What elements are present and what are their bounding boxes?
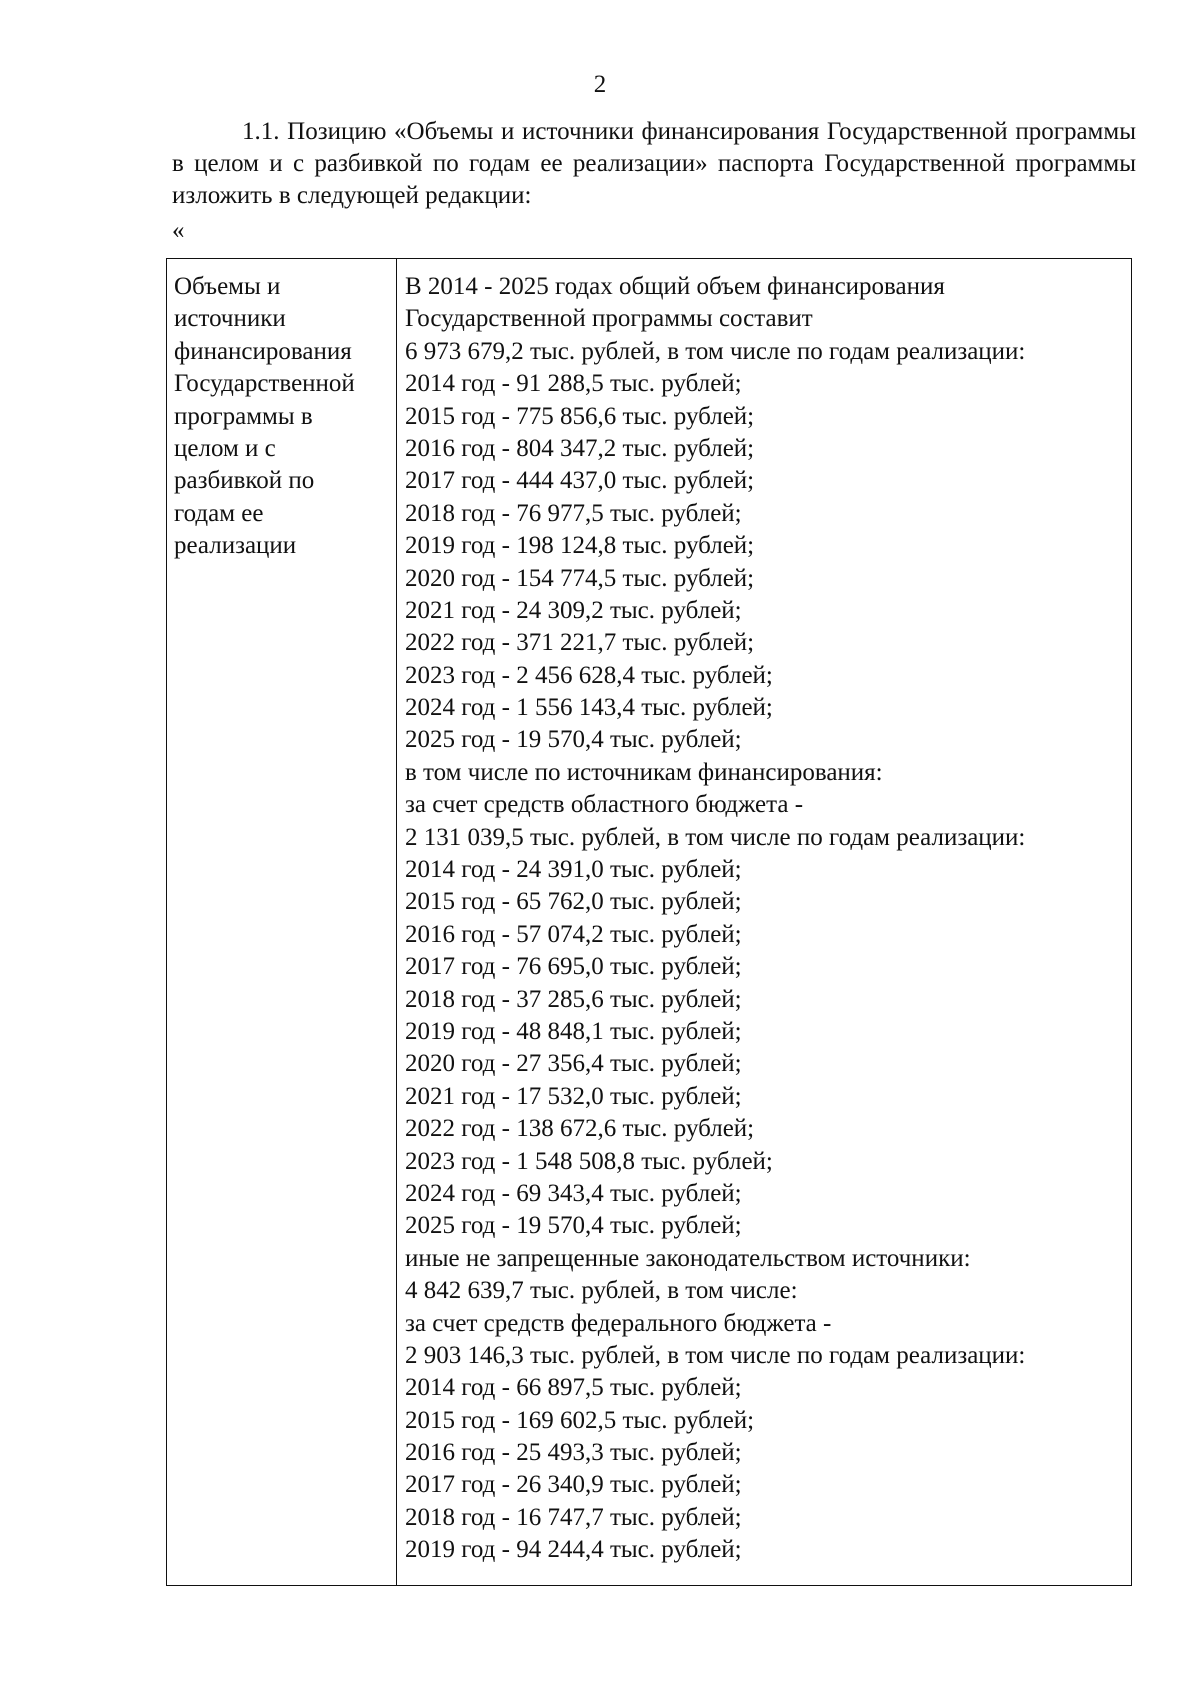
financing-text-line: 2016 год - 25 493,3 тыс. рублей; bbox=[405, 1439, 742, 1467]
financing-text-line: 2025 год - 19 570,4 тыс. рублей; bbox=[405, 726, 742, 754]
financing-text-line: 2 903 146,3 тыс. рублей, в том числе по годам реализации: bbox=[405, 1341, 1026, 1369]
financing-text-line: 2018 год - 37 285,6 тыс. рублей; bbox=[405, 985, 742, 1013]
row-label-line: источники bbox=[174, 305, 286, 333]
financing-text-line: 2015 год - 169 602,5 тыс. рублей; bbox=[405, 1406, 755, 1434]
financing-text-line: 2020 год - 27 356,4 тыс. рублей; bbox=[405, 1050, 742, 1078]
financing-text-line: 2017 год - 26 340,9 тыс. рублей; bbox=[405, 1471, 742, 1499]
financing-text-line: 2016 год - 57 074,2 тыс. рублей; bbox=[405, 920, 742, 948]
financing-text-line: Государственной программы составит bbox=[405, 305, 813, 333]
financing-text-line: 2021 год - 24 309,2 тыс. рублей; bbox=[405, 596, 742, 624]
financing-text-line: 2017 год - 76 695,0 тыс. рублей; bbox=[405, 953, 742, 981]
financing-text-line: иные не запрещенные законодательством источники: bbox=[405, 1244, 971, 1272]
financing-text-line: 2022 год - 371 221,7 тыс. рублей; bbox=[405, 629, 755, 657]
row-label-line: Объемы и bbox=[174, 273, 281, 300]
financing-text-line: 2021 год - 17 532,0 тыс. рублей; bbox=[405, 1082, 742, 1110]
financing-text-line: 2024 год - 69 343,4 тыс. рублей; bbox=[405, 1179, 742, 1207]
page-number: 2 bbox=[593, 71, 607, 98]
financing-text-line: 4 842 639,7 тыс. рублей, в том числе: bbox=[405, 1277, 798, 1305]
financing-text-line: 2018 год - 76 977,5 тыс. рублей; bbox=[405, 499, 742, 527]
row-label-line: годам ее bbox=[174, 499, 264, 527]
financing-text-line: 2017 год - 444 437,0 тыс. рублей; bbox=[405, 467, 755, 495]
financing-text-line: 2019 год - 48 848,1 тыс. рублей; bbox=[405, 1017, 742, 1045]
financing-text-line: 2 131 039,5 тыс. рублей, в том числе по годам реализации: bbox=[405, 823, 1026, 851]
financing-text-line: 2014 год - 24 391,0 тыс. рублей; bbox=[405, 856, 742, 884]
opening-quote: « bbox=[172, 217, 185, 244]
row-label-line: реализации bbox=[174, 532, 297, 560]
row-label-line: Государственной bbox=[174, 370, 355, 398]
financing-text-line: 2015 год - 775 856,6 тыс. рублей; bbox=[405, 402, 755, 430]
financing-text-line: 2014 год - 91 288,5 тыс. рублей; bbox=[405, 370, 742, 398]
financing-text-line: 2020 год - 154 774,5 тыс. рублей; bbox=[405, 564, 755, 592]
financing-text-line: за счет средств федерального бюджета - bbox=[405, 1309, 832, 1337]
table-right-cell bbox=[397, 259, 1131, 1585]
financing-text-line: 2023 год - 1 548 508,8 тыс. рублей; bbox=[405, 1147, 773, 1175]
intro-paragraph bbox=[172, 116, 1136, 212]
row-label-line: программы в bbox=[174, 402, 313, 430]
financing-text-line: 2016 год - 804 347,2 тыс. рублей; bbox=[405, 434, 755, 462]
financing-text-line: 2019 год - 94 244,4 тыс. рублей; bbox=[405, 1536, 742, 1564]
financing-text-line: 2018 год - 16 747,7 тыс. рублей; bbox=[405, 1503, 742, 1531]
financing-text-line: 2024 год - 1 556 143,4 тыс. рублей; bbox=[405, 694, 773, 722]
financing-text-line: за счет средств областного бюджета - bbox=[405, 791, 804, 819]
row-label-line: разбивкой по bbox=[174, 467, 315, 495]
financing-text-line: в том числе по источникам финансирования: bbox=[405, 758, 883, 786]
financing-text-line: 2019 год - 198 124,8 тыс. рублей; bbox=[405, 532, 755, 560]
financing-text-line: 2014 год - 66 897,5 тыс. рублей; bbox=[405, 1374, 742, 1402]
row-label-line: финансирования bbox=[174, 337, 352, 365]
financing-text-line: 6 973 679,2 тыс. рублей, в том числе по годам реализации: bbox=[405, 337, 1026, 365]
row-label-line: целом и с bbox=[174, 434, 276, 462]
financing-text-line: В 2014 - 2025 годах общий объем финансирования bbox=[405, 273, 945, 300]
intro-text: 1.1. Позицию «Объемы и источники финансирования Государственной программы в целом и с разбивкой по годам ее реализации» паспорта Государственной программы изложить в следующей редакции: bbox=[172, 118, 1136, 209]
financing-text-line: 2025 год - 19 570,4 тыс. рублей; bbox=[405, 1212, 742, 1240]
financing-text-line: 2022 год - 138 672,6 тыс. рублей; bbox=[405, 1115, 755, 1143]
table-left-cell bbox=[167, 259, 397, 1585]
financing-text-line: 2023 год - 2 456 628,4 тыс. рублей; bbox=[405, 661, 773, 689]
financing-text-line: 2015 год - 65 762,0 тыс. рублей; bbox=[405, 888, 742, 916]
financing-table bbox=[166, 258, 1132, 1586]
